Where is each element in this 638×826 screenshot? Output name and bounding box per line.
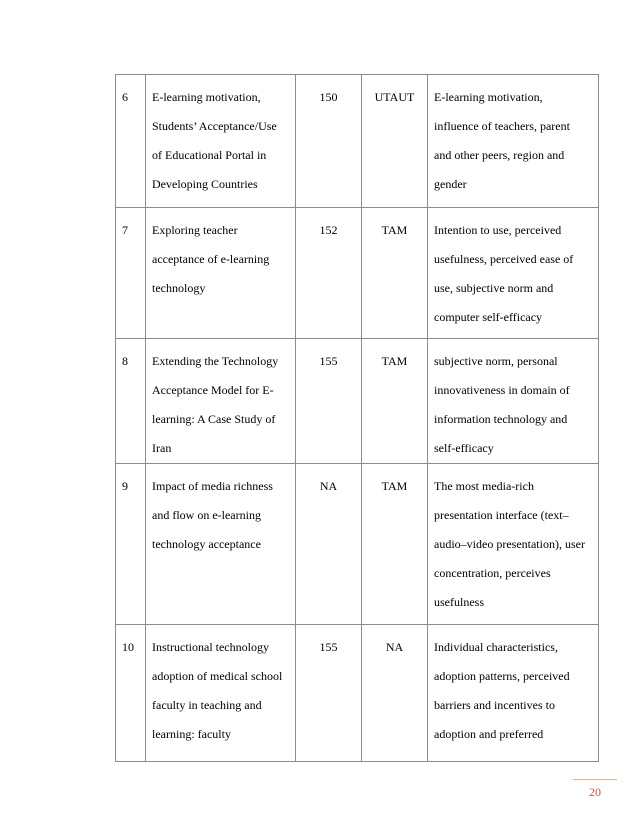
factors-cell	[428, 75, 599, 208]
row-number: 10	[122, 640, 134, 654]
row-number: 7	[122, 223, 128, 237]
study-title-line: Developing Countries	[152, 177, 258, 191]
factors-line: Individual characteristics,	[434, 640, 558, 654]
factors-line: computer self-efficacy	[434, 310, 543, 324]
study-title-line: learning: faculty	[152, 727, 231, 741]
row-number: 6	[122, 90, 128, 104]
model-cell	[362, 625, 428, 762]
study-title-line: faculty in teaching and	[152, 698, 262, 712]
model-name: TAM	[381, 479, 408, 493]
row-number-cell	[116, 75, 146, 208]
model-cell	[362, 464, 428, 625]
sample-size-cell	[296, 625, 362, 762]
sample-size: 155	[319, 354, 338, 368]
row-number-cell	[116, 464, 146, 625]
row-number: 8	[122, 354, 128, 368]
study-title-line: of Educational Portal in	[152, 148, 267, 162]
factors-line: presentation interface (text–	[434, 508, 569, 522]
sample-size: 152	[319, 223, 338, 237]
study-title-cell	[146, 625, 296, 762]
sample-size-cell	[296, 464, 362, 625]
sample-size-cell	[296, 208, 362, 339]
study-title-line: and flow on e-learning	[152, 508, 261, 522]
model-cell	[362, 75, 428, 208]
study-title-cell	[146, 208, 296, 339]
sample-size: 155	[319, 640, 338, 654]
footer-rule	[573, 779, 617, 780]
model-cell	[362, 339, 428, 464]
sample-size: NA	[319, 479, 338, 493]
study-title-line: Iran	[152, 441, 172, 455]
study-title-line: learning: A Case Study of	[152, 412, 276, 426]
study-title-line: Extending the Technology	[152, 354, 279, 368]
factors-line: and other peers, region and	[434, 148, 565, 162]
factors-line: subjective norm, personal	[434, 354, 558, 368]
study-title-line: Acceptance Model for E-	[152, 383, 274, 397]
study-title-line: Students’ Acceptance/Use	[152, 119, 277, 133]
study-title-line: adoption of medical school	[152, 669, 283, 683]
sample-size-cell	[296, 75, 362, 208]
model-name: UTAUT	[374, 90, 415, 104]
table-row	[116, 208, 599, 339]
study-title-line: Exploring teacher	[152, 223, 238, 237]
row-number: 9	[122, 479, 128, 493]
study-title-line: Instructional technology	[152, 640, 269, 654]
factors-line: E-learning motivation,	[434, 90, 543, 104]
literature-table	[115, 74, 599, 762]
row-number-cell	[116, 625, 146, 762]
study-title-cell	[146, 339, 296, 464]
table-row	[116, 464, 599, 625]
factors-line: self-efficacy	[434, 441, 494, 455]
table-row	[116, 625, 599, 762]
factors-line: Intention to use, perceived	[434, 223, 562, 237]
factors-line: use, subjective norm and	[434, 281, 554, 295]
factors-line: The most media-rich	[434, 479, 534, 493]
study-title-line: E-learning motivation,	[152, 90, 261, 104]
study-title-cell	[146, 75, 296, 208]
study-title-line: technology acceptance	[152, 537, 261, 551]
factors-cell	[428, 208, 599, 339]
study-title-cell	[146, 464, 296, 625]
table-body	[116, 75, 599, 762]
factors-line: usefulness	[434, 595, 484, 609]
study-title-line: technology	[152, 281, 206, 295]
factors-line: innovativeness in domain of	[434, 383, 570, 397]
row-number-cell	[116, 339, 146, 464]
model-name: TAM	[381, 354, 408, 368]
model-name: TAM	[381, 223, 408, 237]
page-number: 20	[589, 785, 601, 799]
factors-line: audio–video presentation), user	[434, 537, 585, 551]
factors-cell	[428, 625, 599, 762]
model-cell	[362, 208, 428, 339]
factors-line: adoption and preferred	[434, 727, 544, 741]
factors-cell	[428, 464, 599, 625]
sample-size: 150	[319, 90, 338, 104]
table-row	[116, 75, 599, 208]
table-row	[116, 339, 599, 464]
sample-size-cell	[296, 339, 362, 464]
factors-line: concentration, perceives	[434, 566, 551, 580]
factors-line: usefulness, perceived ease of	[434, 252, 574, 266]
factors-cell	[428, 339, 599, 464]
factors-line: information technology and	[434, 412, 568, 426]
factors-line: gender	[434, 177, 467, 191]
study-title-line: acceptance of e-learning	[152, 252, 270, 266]
row-number-cell	[116, 208, 146, 339]
factors-line: barriers and incentives to	[434, 698, 555, 712]
study-title-line: Impact of media richness	[152, 479, 273, 493]
factors-line: influence of teachers, parent	[434, 119, 570, 133]
factors-line: adoption patterns, perceived	[434, 669, 570, 683]
model-name: NA	[385, 640, 404, 654]
